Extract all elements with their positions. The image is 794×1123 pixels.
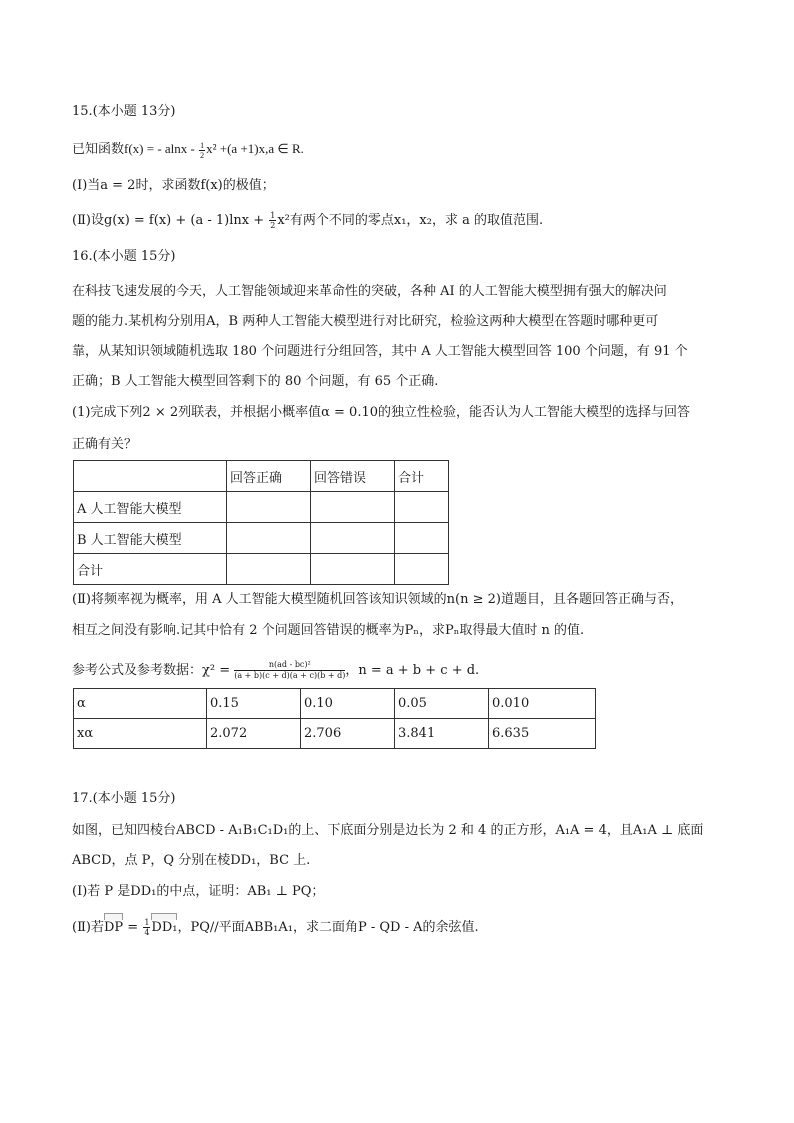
table-cell: 2.706	[301, 719, 395, 749]
q15-stem-prefix: 已知函数f(x) = - alnx -	[72, 141, 199, 156]
contingency-header-cell: 合计	[395, 461, 449, 492]
q16-part1-line-2: 正确有关？	[72, 437, 138, 452]
table-cell	[311, 554, 395, 585]
q15-frac-den: 2	[200, 150, 205, 160]
table-cell	[395, 492, 449, 523]
q17-frac-num: 1	[144, 918, 150, 927]
q17-part2-fraction	[143, 918, 150, 937]
contingency-header-row	[74, 461, 449, 492]
formula-suffix: ，n = a + b + c + d.	[345, 663, 480, 678]
table-cell: A 人工智能大模型	[74, 492, 227, 523]
q16-part1-line-1: (1)完成下列2 × 2列联表，并根据小概率值α = 0.10的独立性检验，能否认为人工智能大模型的选择与回答	[72, 405, 690, 420]
q15-part2-frac-num: 1	[270, 211, 276, 220]
q15-stem-fraction	[199, 141, 205, 160]
vector-dp: DP	[103, 920, 124, 935]
table-cell: 3.841	[395, 719, 489, 749]
table-cell: α	[74, 689, 207, 719]
table-cell: 0.010	[489, 689, 596, 719]
q16-part2-line-1: (Ⅱ)将频率视为概率，用 A 人工智能大模型随机回答该知识领域的n(n ≥ 2)道题目，且各题回答正确与否，	[72, 592, 683, 607]
q17-part2-suffix: ，PQ//平面ABB₁A₁，求二面角P - QD - A的余弦值.	[177, 920, 479, 935]
q15-part2-fraction	[269, 211, 276, 230]
contingency-header-cell: 回答错误	[311, 461, 395, 492]
table-row	[74, 689, 596, 719]
table-row	[74, 492, 449, 523]
table-cell	[395, 554, 449, 585]
q16-header: 16.(本小题 15分)	[72, 249, 176, 264]
q17-part2-eq: =	[123, 920, 143, 935]
q17-frac-den: 4	[144, 928, 150, 937]
q16-para-line-2: 题的能力.某机构分别用A，B 两种人工智能大模型进行对比研究，检验这两种大模型在答题时哪种更可	[72, 314, 659, 329]
q16-para-line-3: 靠，从某知识领域随机选取 180 个问题进行分组回答，其中 A 人工智能大模型回答 100 个问题，有 91 个	[72, 344, 688, 359]
table-cell: 2.072	[207, 719, 301, 749]
contingency-header-cell	[74, 461, 227, 492]
q15-header: 15.(本小题 13分)	[72, 104, 176, 119]
q17-part2-prefix: (Ⅱ)若	[72, 920, 104, 935]
table-row	[74, 523, 449, 554]
q15-part2-frac-den: 2	[270, 221, 276, 230]
table-cell: 0.15	[207, 689, 301, 719]
q17-stem-line-2: ABCD，点 P，Q 分别在棱DD₁，BC 上.	[72, 853, 311, 868]
reference-table	[73, 688, 596, 749]
table-cell	[395, 523, 449, 554]
formula-label: 参考公式及参考数据：χ² =	[72, 663, 235, 678]
table-cell	[227, 554, 311, 585]
q15-part1: (Ⅰ)当a = 2时，求函数f(x)的极值；	[72, 178, 275, 193]
q17-part1: (Ⅰ)若 P 是DD₁的中点，证明：AB₁ ⊥ PQ；	[72, 884, 325, 899]
table-cell: 6.635	[489, 719, 596, 749]
contingency-header-cell: 回答正确	[227, 461, 311, 492]
q16-formula	[72, 660, 479, 681]
q17-header: 17.(本小题 15分)	[72, 791, 176, 806]
q15-part2-suffix: x²有两个不同的零点x₁，x₂，求 a 的取值范围.	[277, 213, 544, 228]
chi-square-numerator: n(ad - bc)²	[234, 660, 345, 671]
table-row	[74, 719, 596, 749]
q16-part2-line-2: 相互之间没有影响.记其中恰有 2 个问题回答错误的概率为Pₙ，求Pₙ取得最大值时 n 的值.	[72, 623, 585, 638]
q16-para-line-4: 正确；B 人工智能大模型回答剩下的 80 个问题，有 65 个正确.	[72, 374, 439, 389]
q15-frac-num: 1	[200, 140, 205, 150]
table-cell: 0.05	[395, 689, 489, 719]
table-row	[74, 554, 449, 585]
q16-para-line-1: 在科技飞速发展的今天，人工智能领域迎来革命性的突破，各种 AI 的人工智能大模型拥有强大的解决问	[72, 284, 667, 299]
q15-part2	[72, 211, 543, 230]
table-cell: 合计	[74, 554, 227, 585]
q15-stem-suffix: x² +(a +1)x,a ∈ R.	[206, 141, 304, 156]
table-cell	[311, 492, 395, 523]
table-cell: B 人工智能大模型	[74, 523, 227, 554]
q17-stem-line-1: 如图，已知四棱台ABCD - A₁B₁C₁D₁的上、下底面分别是边长为 2 和 4 的正方形，A₁A = 4，且A₁A ⊥ 底面	[72, 823, 704, 838]
chi-square-denominator: (a + b)(c + d)(a + c)(b + d)	[234, 671, 346, 680]
table-cell: xα	[74, 719, 207, 749]
table-cell	[227, 523, 311, 554]
q15-part2-prefix: (Ⅱ)设g(x) = f(x) + (a - 1)lnx +	[72, 213, 269, 228]
q15-stem	[72, 140, 304, 160]
contingency-table	[73, 460, 449, 585]
table-cell	[311, 523, 395, 554]
table-cell: 0.10	[301, 689, 395, 719]
table-cell	[227, 492, 311, 523]
chi-square-fraction	[234, 660, 345, 681]
vector-dd1: DD₁	[151, 920, 178, 935]
q17-part2	[72, 918, 479, 937]
